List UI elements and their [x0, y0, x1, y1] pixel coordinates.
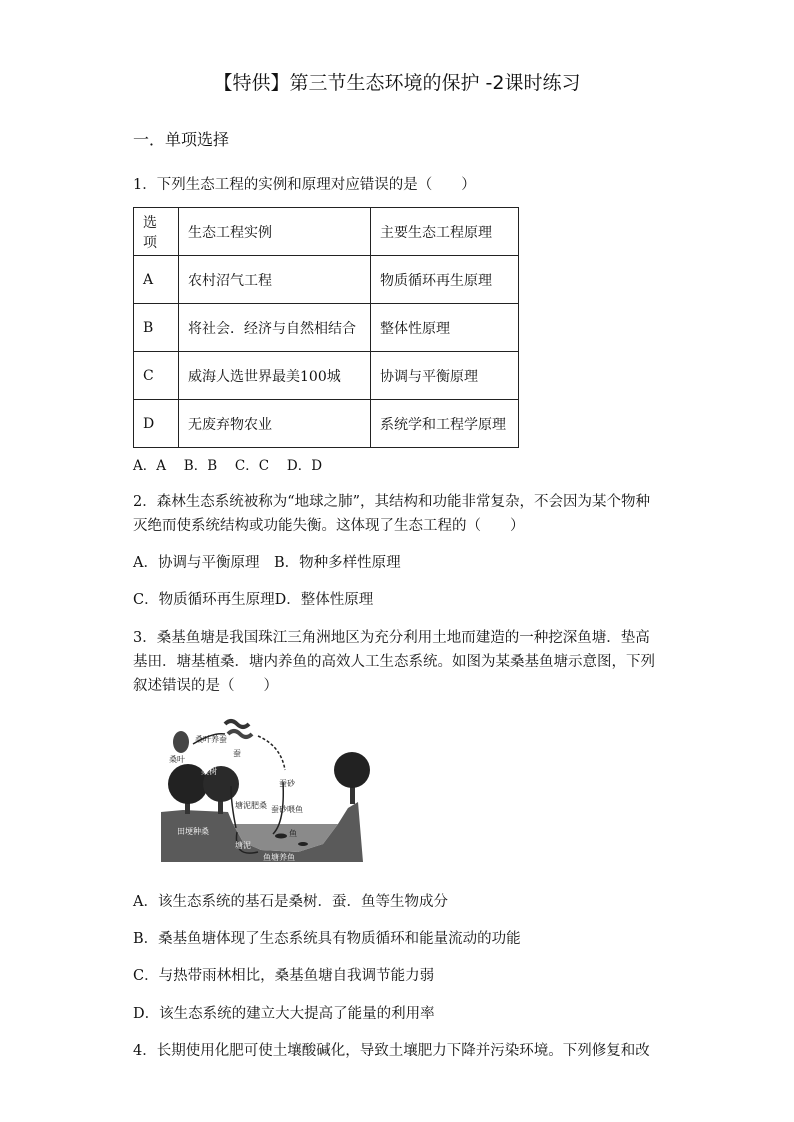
table-row	[134, 256, 519, 304]
table-cell: 选项	[134, 208, 179, 256]
q3-stem-line3: 叙述错误的是（ ）	[133, 678, 278, 694]
table-cell: B	[134, 304, 179, 352]
table-cell: 物质循环再生原理	[371, 256, 519, 304]
q2-options-line2: C．物质循环再生原理D．整体性原理	[133, 592, 374, 608]
table-cell: A	[134, 256, 179, 304]
pond-label: 鱼塘养鱼	[263, 853, 295, 862]
feces-label: 蚕砂	[279, 779, 295, 788]
q1-stem: 1．下列生态工程的实例和原理对应错误的是（ ）	[133, 177, 476, 193]
table-row	[134, 400, 519, 448]
q3-option-b: B．桑基鱼塘体现了生态系统具有物质循环和能量流动的功能	[133, 931, 521, 947]
q3-option-c: C．与热带雨林相比，桑基鱼塘自我调节能力弱	[133, 968, 435, 984]
q3-option-a: A．该生态系统的基石是桑树．蚕．鱼等生物成分	[133, 894, 448, 910]
table-row	[134, 304, 519, 352]
table-cell: 协调与平衡原理	[371, 352, 519, 400]
q1-table	[133, 207, 519, 448]
q2-stem-line2: 灭绝而使系统结构或功能失衡。这体现了生态工程的（ ）	[133, 518, 525, 534]
table-cell: 威海人选世界最美100城	[179, 352, 371, 400]
field-label: 田埂种桑	[177, 827, 209, 836]
table-cell: 农村沼气工程	[179, 256, 371, 304]
mud-label: 塘泥肥桑	[235, 801, 267, 810]
table-header-row	[134, 208, 519, 256]
table-cell: C	[134, 352, 179, 400]
table-cell: 整体性原理	[371, 304, 519, 352]
q3-stem-line2: 基田．塘基植桑．塘内养鱼的高效人工生态系统。如图为某桑基鱼塘示意图，下列	[133, 654, 655, 670]
mulberry-fishpond-diagram	[133, 712, 373, 872]
section-heading: 一．单项选择	[133, 130, 230, 149]
feed-fish-label: 蚕砂喂鱼	[271, 805, 303, 814]
tree-label: 桑树	[201, 767, 217, 776]
table-row	[134, 352, 519, 400]
q4-stem-line1: 4．长期使用化肥可使土壤酸碱化，导致土壤肥力下降并污染环境。下列修复和改	[133, 1043, 650, 1059]
q3-option-d: D．该生态系统的建立大大提高了能量的利用率	[133, 1006, 435, 1022]
q1-options: A．A B．B C．C D．D	[133, 458, 323, 474]
fish-label: 鱼	[289, 829, 297, 838]
feed-label: 桑叶养蚕	[195, 735, 227, 744]
table-cell: 无废弃物农业	[179, 400, 371, 448]
q2-options-line1: A．协调与平衡原理 B．物种多样性原理	[133, 555, 401, 571]
page-title: 【特供】第三节生态环境的保护 -2课时练习	[213, 72, 581, 94]
table-cell: 生态工程实例	[179, 208, 371, 256]
table-cell: 主要生态工程原理	[371, 208, 519, 256]
q2-stem-line1: 2．森林生态系统被称为“地球之肺”，其结构和功能非常复杂，不会因为某个物种	[133, 494, 651, 510]
table-cell: 系统学和工程学原理	[371, 400, 519, 448]
table-cell: 将社会．经济与自然相结合	[179, 304, 371, 352]
sludge-label: 塘泥	[235, 841, 251, 850]
table-cell: D	[134, 400, 179, 448]
q3-stem-line1: 3．桑基鱼塘是我国珠江三角洲地区为充分利用土地而建造的一种挖深鱼塘．垫高	[133, 630, 650, 646]
silkworm-label: 蚕	[233, 749, 241, 758]
leaf-label: 桑叶	[169, 755, 185, 764]
